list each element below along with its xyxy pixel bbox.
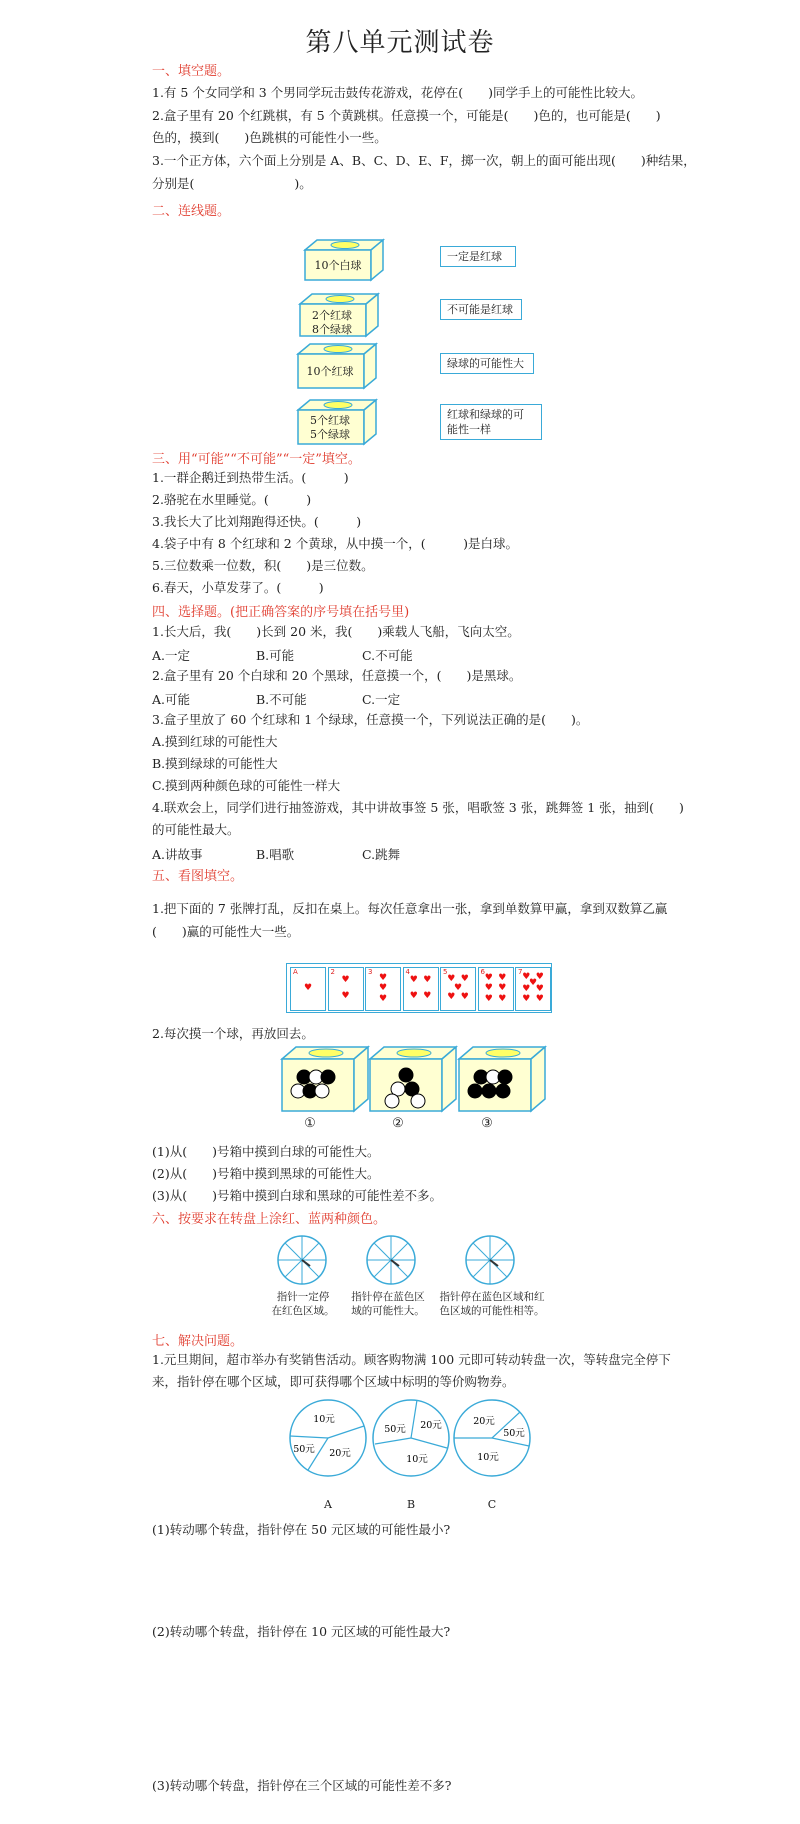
section-heading-3: 三、用“可能”“不可能”“一定”填空。 [152,452,361,467]
wheel-b-label-50: 50元 [384,1424,406,1435]
spinner-caption-2-line-b: 域的可能性大。 [351,1305,425,1317]
page-title: 第八单元测试卷 [305,28,495,58]
blank-spinner-2 [367,1236,415,1284]
section-heading-4: 四、选择题。(把正确答案的序号填在括号里) [152,605,410,620]
heart-icon: ♥ [460,992,469,1003]
question-1-2a: 2.盒子里有 20 个红跳棋，有 5 个黄跳棋。任意摸一个，可能是( )色的，也可能是( ) [152,108,661,123]
heart-icon: ♥ [484,993,493,1004]
heart-icon: ♥ [498,972,507,983]
question-1-3a: 3.一个正方体，六个面上分别是 A、B、C、D、E、F，掷一次，朝上的面可能出现( )种结果， [152,153,696,168]
heart-icon: ♥ [304,983,313,993]
wheel-c-label-10: 10元 [477,1452,499,1463]
question-3-4: 4.袋子中有 8 个红球和 2 个黄球，从中摸一个，( )是白球。 [152,536,518,551]
heart-icon: ♥ [535,983,544,994]
question-5-1a: 1.把下面的 7 张牌打乱，反扣在桌上。每次任意拿出一张，拿到单数算甲赢，拿到双数算乙赢 [152,901,668,916]
question-5-2-1: (1)从( )号箱中摸到白球的可能性大。 [152,1144,380,1159]
ball [496,1084,510,1098]
section-heading-6: 六、按要求在转盘上涂红、蓝两种颜色。 [152,1212,387,1227]
heart-icon: ♥ [522,983,531,994]
ball-box-3 [459,1047,545,1111]
playing-card-rank: 2 [330,968,335,976]
ball [399,1068,413,1082]
playing-card-4 [403,967,439,1011]
wheel-name-b: B [406,1498,416,1511]
wheel-b-label-10: 10元 [406,1454,428,1465]
ball [468,1084,482,1098]
section-heading-5: 五、看图填空。 [152,869,244,884]
ball [411,1094,425,1108]
question-7-1-1: (1)转动哪个转盘，指针停在 50 元区域的可能性最小? [152,1522,451,1537]
heart-icon: ♥ [409,974,418,985]
q4-4-option-b: B.唱歌 [256,847,295,862]
playing-card-A [290,967,326,1011]
playing-cards-figure [286,963,552,1013]
question-5-2-2: (2)从( )号箱中摸到黑球的可能性大。 [152,1166,380,1181]
question-7-1b: 来，指针停在哪个区域，即可获得哪个区域中标明的等价购物券。 [152,1374,515,1389]
connect-box-4-line-a: 红球和绿球的可 [447,408,524,421]
heart-icon: ♥ [535,993,544,1004]
question-1-2b: 色的，摸到( )色跳棋的可能性小一些。 [152,130,387,145]
question-1-1: 1.有 5 个女同学和 3 个男同学玩击鼓传花游戏，花停在( )同学手上的可能性比较大。 [152,85,643,100]
heart-icon: ♥ [460,973,469,984]
q4-4-option-a: A.讲故事 [152,847,203,862]
playing-card-rank: 3 [368,968,373,976]
heart-icon: ♥ [498,993,507,1004]
playing-card-rank: 5 [443,968,448,976]
spinner-blank-figure [0,1232,800,1292]
heart-icon: ♥ [341,974,350,985]
heart-icon: ♥ [447,992,456,1003]
blank-spinner-3 [466,1236,514,1284]
playing-card-7 [515,967,551,1011]
wheel-b [373,1400,449,1476]
q4-1-option-a: A.一定 [152,648,191,663]
q4-3-option-b: B.摸到绿球的可能性大 [152,756,278,771]
q4-2-option-c: C.一定 [362,692,401,707]
heart-icon: ♥ [423,991,432,1002]
box-label-3: ③ [481,1116,493,1131]
wheel-c-label-50: 50元 [503,1428,525,1439]
heart-icon: ♥ [529,977,538,988]
question-3-3: 3.我长大了比刘翔跑得还快。( ) [152,514,362,529]
ball-box-1 [282,1047,368,1111]
box-label-2: ② [392,1116,404,1131]
cube-3-label: 10个红球 [306,365,354,378]
wheel-c-label-20: 20元 [473,1416,495,1427]
wheel-a-label-10: 10元 [313,1414,335,1425]
heart-icon: ♥ [522,972,531,983]
q4-1-option-b: B.可能 [256,648,295,663]
question-4-1: 1.长大后，我( )长到 20 米，我( )乘载人飞船，飞向太空。 [152,624,520,639]
heart-icon: ♥ [379,993,388,1004]
blank-spinner-1 [278,1236,326,1284]
heart-icon: ♥ [522,993,531,1004]
q4-1-option-c: C.不可能 [362,648,413,663]
q4-4-option-c: C.跳舞 [362,847,401,862]
heart-icon: ♥ [535,972,544,983]
wheel-a [290,1400,366,1476]
q4-2-option-b: B.不可能 [256,692,307,707]
heart-icon: ♥ [379,972,388,983]
q4-2-option-a: A.可能 [152,692,191,707]
spinner-caption-2-line-a: 指针停在蓝色区 [351,1291,425,1303]
heart-icon: ♥ [498,983,507,993]
q4-3-option-c: C.摸到两种颜色球的可能性一样大 [152,778,341,793]
wheel-name-a: A [324,1498,332,1511]
ball [315,1084,329,1098]
question-5-2: 2.每次摸一个球，再放回去。 [152,1026,314,1041]
ball-boxes-figure [0,1045,800,1125]
q4-3-option-a: A.摸到红球的可能性大 [152,734,278,749]
playing-card-6 [478,967,514,1011]
wheel-a-label-50: 50元 [293,1444,315,1455]
question-4-2: 2.盒子里有 20 个白球和 20 个黑球，任意摸一个，( )是黑球。 [152,668,522,683]
question-4-3: 3.盒子里放了 60 个红球和 1 个绿球，任意摸一个，下列说法正确的是( )。 [152,712,589,727]
question-5-1b: ( )赢的可能性大一些。 [152,924,300,939]
playing-card-rank: 7 [518,968,523,976]
spinner-caption-1-line-a: 指针一定停 [276,1291,330,1303]
question-3-1: 1.一群企鹅迁到热带生活。( ) [152,470,349,485]
question-3-6: 6.春天，小草发芽了。( ) [152,580,324,595]
connect-box-1: 一定是红球 [440,246,516,267]
ball-box-2 [370,1047,456,1111]
heart-icon: ♥ [423,974,432,985]
cube-2-label-b: 8个绿球 [312,323,352,336]
spinner-caption-3 [433,1290,551,1318]
section-heading-7: 七、解决问题。 [152,1334,244,1349]
spinner-caption-1-line-b: 在红色区域。 [271,1305,335,1317]
heart-icon: ♥ [484,983,493,993]
connect-cubes-figure [0,232,800,462]
spinner-caption-3-line-b: 色区域的可能性相等。 [439,1305,545,1317]
playing-card-rank: 4 [405,968,410,976]
wheel-b-label-20: 20元 [420,1420,442,1431]
heart-icon: ♥ [447,973,456,984]
ball [482,1084,496,1098]
ball [498,1070,512,1084]
connect-box-4 [440,404,542,440]
wheel-a-label-20: 20元 [329,1448,351,1459]
playing-card-rank: 6 [480,968,485,976]
spinner-caption-3-line-a: 指针停在蓝色区域和红 [439,1291,545,1303]
spinner-caption-1 [268,1290,338,1318]
cube-2-label-a: 2个红球 [312,309,352,322]
prize-wheels-figure [0,1390,800,1500]
heart-icon: ♥ [379,983,388,993]
section-heading-1: 一、填空题。 [152,64,231,79]
playing-card-5 [440,967,476,1011]
question-3-5: 5.三位数乘一位数，积( )是三位数。 [152,558,374,573]
question-3-2: 2.骆驼在水里睡觉。( ) [152,492,312,507]
question-7-1-3: (3)转动哪个转盘，指针停在三个区域的可能性差不多? [152,1778,452,1793]
playing-card-rank: A [293,968,298,976]
heart-icon: ♥ [454,983,463,993]
connect-box-4-line-b: 能性一样 [447,423,491,436]
question-1-3b: 分别是( )。 [152,176,312,191]
question-4-4a: 4.联欢会上，同学们进行抽签游戏，其中讲故事签 5 张，唱歌签 3 张，跳舞签 1 张，抽到( ) [152,800,684,815]
ball [385,1094,399,1108]
question-7-1a: 1.元旦期间，超市举办有奖销售活动。顾客购物满 100 元即可转动转盘一次，等转盘完全停下 [152,1352,671,1367]
connect-box-3: 绿球的可能性大 [440,353,534,374]
wheel-c [454,1400,530,1476]
question-7-1-2: (2)转动哪个转盘，指针停在 10 元区域的可能性最大? [152,1624,451,1639]
connect-box-2: 不可能是红球 [440,299,522,320]
heart-icon: ♥ [409,991,418,1002]
cube-4-label-a: 5个红球 [310,414,350,427]
heart-icon: ♥ [484,972,493,983]
spinner-caption-2 [343,1290,433,1318]
heart-icon: ♥ [341,991,350,1002]
question-5-2-3: (3)从( )号箱中摸到白球和黑球的可能性差不多。 [152,1188,442,1203]
wheel-name-c: C [487,1498,497,1511]
section-heading-2: 二、连线题。 [152,204,231,219]
cube-1-label: 10个白球 [314,259,362,272]
ball [321,1070,335,1084]
playing-card-3 [365,967,401,1011]
box-label-1: ① [304,1116,316,1131]
cube-4-label-b: 5个绿球 [310,428,350,441]
playing-card-2 [328,967,364,1011]
question-4-4b: 的可能性最大。 [152,822,240,837]
